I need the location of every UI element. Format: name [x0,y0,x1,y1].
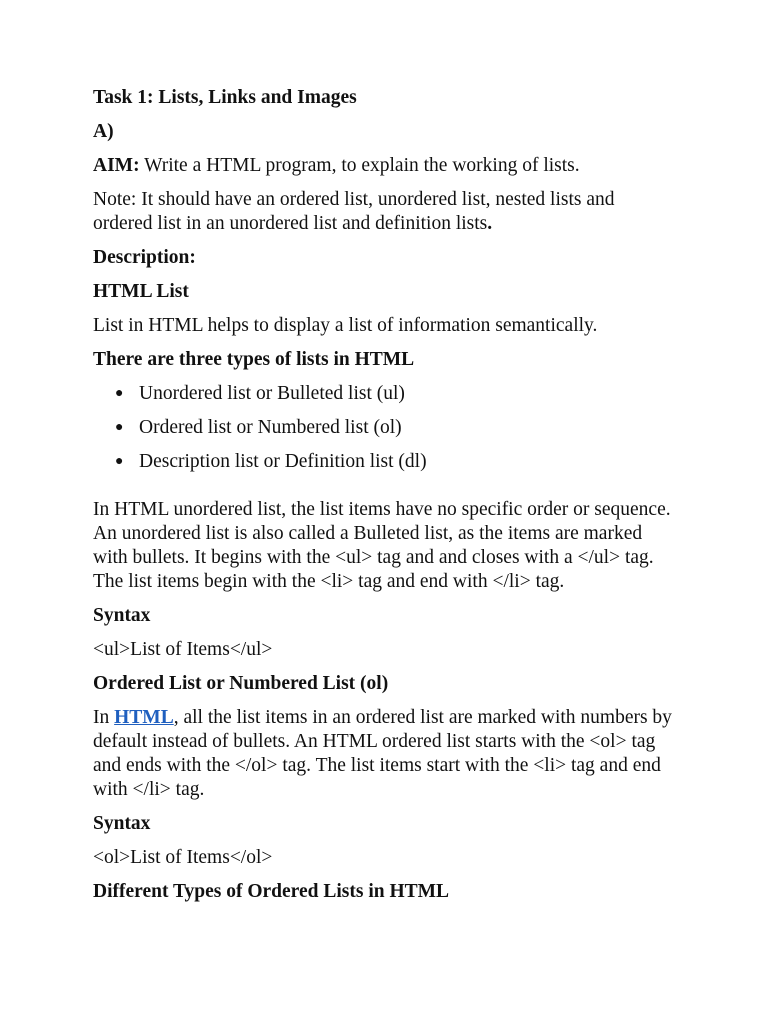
aim-text: Write a HTML program, to explain the working of lists. [139,155,580,176]
part-label: A) [93,121,114,142]
bullet-icon: ● [115,454,124,469]
task-title: Task 1: Lists, Links and Images [93,87,357,108]
document-page [93,86,678,914]
aim-paragraph [93,154,678,178]
list-item [93,382,678,406]
aim-label: AIM: [93,155,140,176]
ordered-heading: Ordered List or Numbered List (ol) [93,673,389,694]
note-paragraph [93,188,678,236]
list-types-bullets [93,382,678,474]
list-item-text: Ordered list or Numbered list (ol) [139,417,402,438]
ordered-suffix: , all the list items in an ordered list are marked with numbers by default instead of bullets. An HTML ordered list starts with the <ol> tag and ends with the </ol> tag. The list items start with the <li> tag and end with </li> tag. [93,707,672,800]
list-types-heading: There are three types of lists in HTML [93,349,415,370]
list-item-text: Description list or Definition list (dl) [139,451,427,472]
ordered-prefix: In [93,707,115,728]
note-text: Note: It should have an ordered list, unordered list, nested lists and ordered list in an unordered list and definition lists [93,189,615,234]
bullet-icon: ● [115,420,124,435]
different-types-heading: Different Types of Ordered Lists in HTML [93,881,450,902]
note-end: . [487,213,493,234]
html-link[interactable]: HTML [114,707,174,728]
bullet-icon: ● [115,386,124,401]
syntax-label: Syntax [93,813,151,834]
syntax-example: <ol>List of Items</ol> [93,847,273,868]
description-heading: Description: [93,247,196,268]
syntax-example: <ul>List of Items</ul> [93,639,273,660]
ordered-paragraph [93,706,678,802]
html-list-text: List in HTML helps to display a list of information semantically. [93,315,598,336]
syntax-label: Syntax [93,605,151,626]
list-item-text: Unordered list or Bulleted list (ul) [139,383,405,404]
list-item [93,416,678,440]
list-item [93,450,678,474]
html-list-heading: HTML List [93,281,189,302]
unordered-paragraph: In HTML unordered list, the list items have no specific order or sequence. An unordered list is also called a Bulleted list, as the items are marked with bullets. It begins with the <ul> tag and and closes with a </ul> tag. The list items begin with the <li> tag and end with </li> tag. [93,499,671,592]
